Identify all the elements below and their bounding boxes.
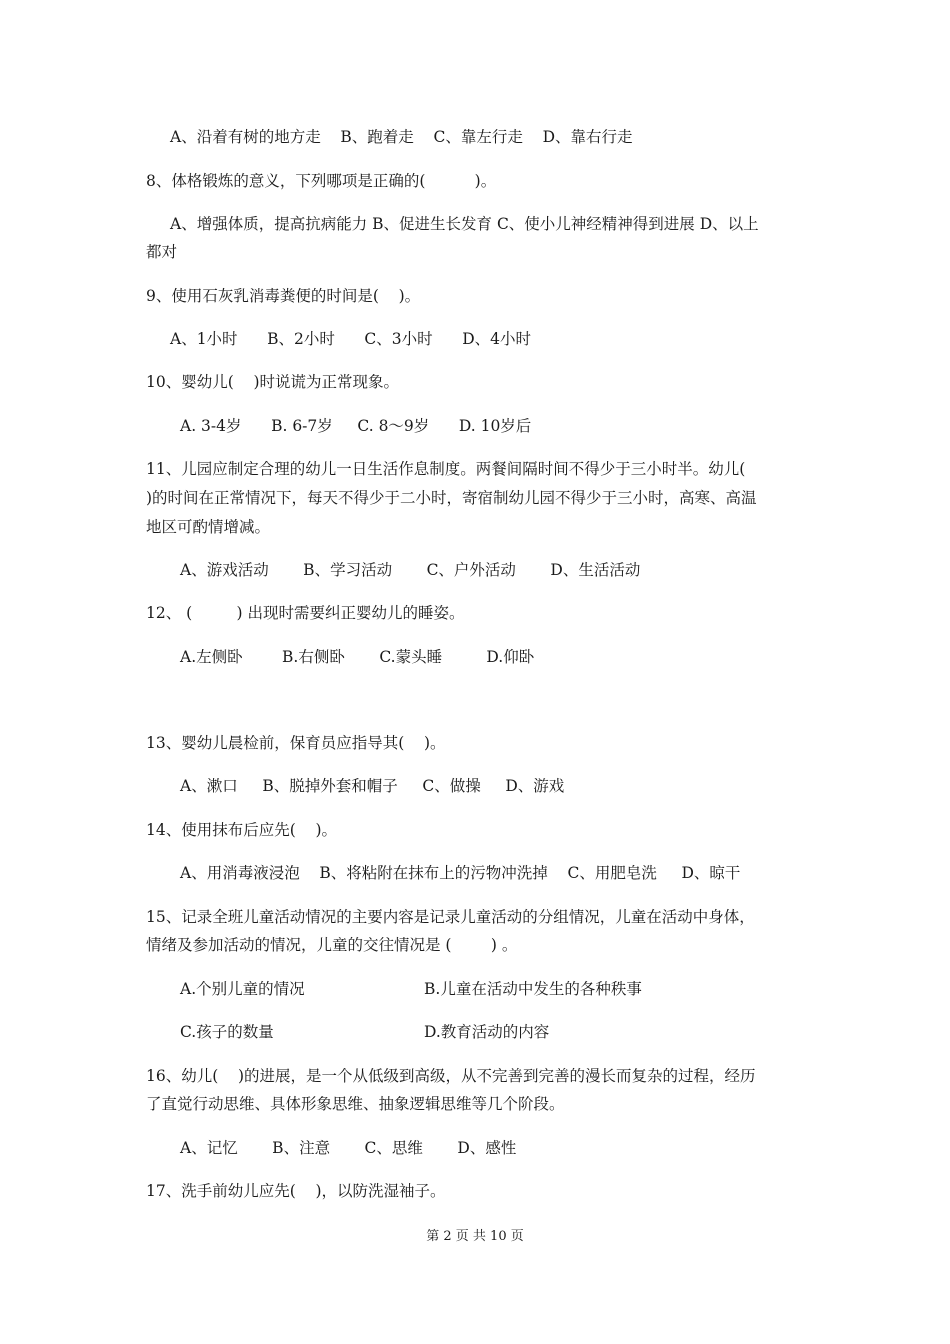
q15-option-c: C.孩子的数量 [180, 1023, 274, 1041]
q8-question: 8、体格锻炼的意义，下列哪项是正确的( )。 [146, 172, 497, 190]
q16-options: A、记忆 B、注意 C、思维 D、感性 [180, 1139, 517, 1157]
q11-options: A、游戏活动 B、学习活动 C、户外活动 D、生活活动 [180, 561, 641, 579]
q11-question-line3: 地区可酌情增减。 [146, 518, 271, 536]
q16-question-line2: 了直觉行动思维、具体形象思维、抽象逻辑思维等几个阶段。 [146, 1095, 565, 1113]
q7-options: A、沿着有树的地方走 B、跑着走 C、靠左行走 D、靠右行走 [170, 128, 633, 146]
q17-question: 17、洗手前幼儿应先( )，以防洗湿袖子。 [146, 1182, 446, 1200]
q15-question-line1: 15、记录全班儿童活动情况的主要内容是记录儿童活动的分组情况，儿童在活动中身体， [146, 908, 755, 926]
q11-question-line2: )的时间在正常情况下，每天不得少于二小时，寄宿制幼儿园不得少于三小时，高寒、高温 [146, 489, 757, 507]
q14-options: A、用消毒液浸泡 B、将粘附在抹布上的污物冲洗掉 C、用肥皂洗 D、晾干 [180, 864, 741, 882]
q16-question-line1: 16、幼儿( )的进展，是一个从低级到高级，从不完善到完善的漫长而复杂的过程，经历 [146, 1067, 756, 1085]
q13-question: 13、婴幼儿晨检前，保育员应指导其( )。 [146, 734, 446, 752]
q9-question: 9、使用石灰乳消毒粪便的时间是( )。 [146, 287, 421, 305]
q10-options: A. 3-4岁 B. 6-7岁 C. 8～9岁 D. 10岁后 [180, 417, 532, 435]
q13-options: A、漱口 B、脱掉外套和帽子 C、做操 D、游戏 [180, 777, 565, 795]
q12-question: 12、 ( ) 出现时需要纠正婴幼儿的睡姿。 [146, 604, 465, 622]
q9-options: A、1小时 B、2小时 C、3小时 D、4小时 [170, 330, 532, 348]
q8-options: A、增强体质，提高抗病能力 B、促进生长发育 C、使小儿神经精神得到进展 D、以上 [170, 215, 759, 233]
q15-option-d: D.教育活动的内容 [424, 1023, 550, 1041]
q12-options: A.左侧卧 B.右侧卧 C.蒙头睡 D.仰卧 [180, 648, 535, 666]
q15-question-line2: 情绪及参加活动的情况，儿童的交往情况是 ( ) 。 [146, 936, 518, 954]
q14-question: 14、使用抹布后应先( )。 [146, 821, 338, 839]
q15-option-a: A.个别儿童的情况 [180, 980, 305, 998]
q8-options-continued: 都对 [146, 243, 178, 261]
q15-option-b: B.儿童在活动中发生的各种秩事 [424, 980, 642, 998]
q10-question: 10、婴幼儿( )时说谎为正常现象。 [146, 373, 400, 391]
q11-question-line1: 11、儿园应制定合理的幼儿一日生活作息制度。两餐间隔时间不得少于三小时半。幼儿( [146, 460, 746, 478]
page-number-footer: 第 2 页 共 10 页 [426, 1229, 524, 1244]
